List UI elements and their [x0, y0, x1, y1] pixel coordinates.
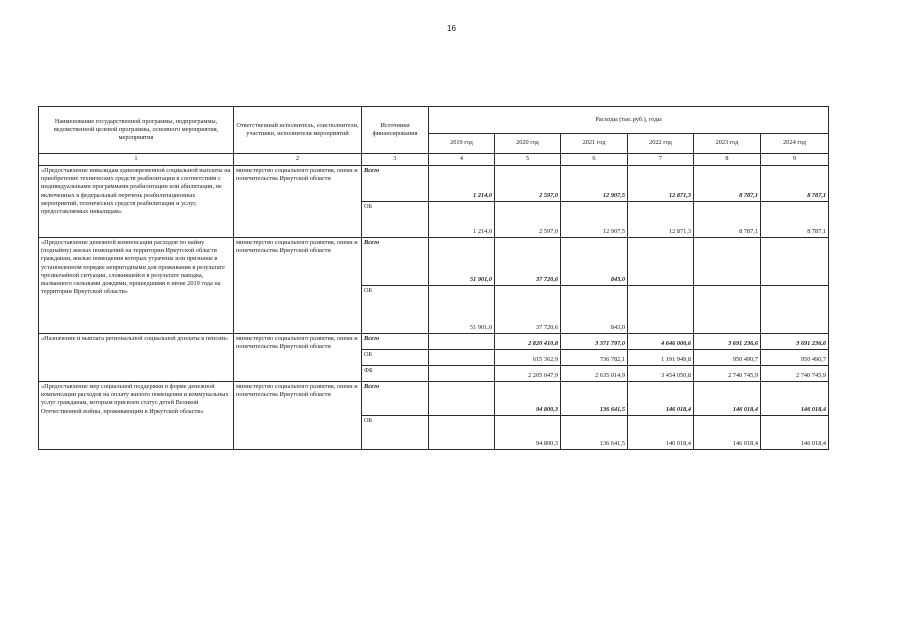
column-number: 4 [429, 154, 495, 166]
value-cell: 1 214,0 [429, 166, 495, 202]
value-cell: 2 597,0 [495, 166, 561, 202]
source-label: Всего [362, 166, 429, 202]
value-cell: 51 901,0 [429, 286, 495, 334]
responsible-executor: министерство социального развития, опеки и попечительства Иркутской области [234, 334, 362, 382]
column-number: 8 [694, 154, 761, 166]
header-responsible: Ответственный исполнитель, соисполнители, участники, исполнители мероприятий [234, 107, 362, 154]
header-year: 2020 год [495, 134, 561, 154]
value-cell [429, 382, 495, 416]
value-cell: 37 720,6 [495, 238, 561, 286]
value-cell: 615 362,9 [495, 350, 561, 366]
value-cell: 1 214,0 [429, 202, 495, 238]
table-row [39, 166, 829, 202]
value-cell: 12 907,5 [561, 166, 628, 202]
column-number: 5 [495, 154, 561, 166]
value-cell [628, 286, 694, 334]
source-label: ОБ [362, 416, 429, 450]
value-cell [429, 366, 495, 382]
value-cell: 8 787,1 [694, 202, 761, 238]
value-cell: 8 787,1 [761, 202, 829, 238]
header-expenses: Расходы (тыс.руб.), годы [429, 107, 829, 134]
activity-name: «Предоставление мер социальной поддержки в форме денежной компенсации расходов на оплату жилого помещения и коммунальных услуг гражданам, которым присвоен статус детей Великой Отечественной войны, проживающим в Иркутской области» [39, 382, 234, 450]
value-cell: 2 597,0 [495, 202, 561, 238]
value-cell: 2 740 745,9 [694, 366, 761, 382]
value-cell: 2 820 410,8 [495, 334, 561, 350]
source-label: ФБ [362, 366, 429, 382]
source-label: ОБ [362, 202, 429, 238]
responsible-executor: министерство социального развития, опеки и попечительства Иркутской области [234, 382, 362, 450]
value-cell: 3 454 050,8 [628, 366, 694, 382]
source-label: ОБ [362, 350, 429, 366]
value-cell: 2 740 745,9 [761, 366, 829, 382]
table-row [39, 382, 829, 416]
value-cell: 12 871,3 [628, 166, 694, 202]
value-cell: 146 018,4 [761, 382, 829, 416]
header-year: 2022 год [628, 134, 694, 154]
value-cell: 146 018,4 [628, 416, 694, 450]
header-name: Наименование государственной программы, подпрограммы, ведомственной целевой программы, основного мероприятия, мероприятия [39, 107, 234, 154]
expenditure-table [38, 106, 829, 450]
value-cell: 12 907,5 [561, 202, 628, 238]
column-number: 1 [39, 154, 234, 166]
value-cell: 51 901,0 [429, 238, 495, 286]
value-cell: 2 635 014,9 [561, 366, 628, 382]
activity-name: «Предоставление денежной компенсации расходов по найму (поднайму) жилых помещений на территории Иркутской области гражданам, жилые помещения которых утрачены или признаны в установленном порядке непригодными для проживания в результате чрезвычайной ситуации, сложившейся в результате паводка, вызванного сильными дождями, прошедшими в июне 2019 года на территории Иркутской области» [39, 238, 234, 334]
value-cell: 146 018,4 [694, 382, 761, 416]
source-label: Всего [362, 382, 429, 416]
value-cell: 146 018,4 [694, 416, 761, 450]
value-cell: 3 691 236,6 [694, 334, 761, 350]
value-cell [761, 286, 829, 334]
activity-name: «Предоставление инвалидам единовременной социальной выплаты на приобретение технических средств реабилитации в соответствии с индивидуальными программами реабилитации или абилитации, не включенных в федеральный перечень реабилитационных мероприятий, технических средств реабилитации и услуг, предоставляемых инвалидам» [39, 166, 234, 238]
value-cell: 8 787,1 [761, 166, 829, 202]
activity-name: «Назначение и выплата региональной социальной доплаты к пенсии» [39, 334, 234, 382]
responsible-executor: министерство социального развития, опеки и попечительства Иркутской области [234, 238, 362, 334]
value-cell: 3 371 797,0 [561, 334, 628, 350]
value-cell: 4 646 000,6 [628, 334, 694, 350]
value-cell: 37 720,6 [495, 286, 561, 334]
column-number: 9 [761, 154, 829, 166]
value-cell [628, 238, 694, 286]
column-number: 6 [561, 154, 628, 166]
table-row [39, 334, 829, 350]
value-cell [429, 416, 495, 450]
column-numbers-row [39, 154, 829, 166]
value-cell: 736 782,1 [561, 350, 628, 366]
header-year: 2021 год [561, 134, 628, 154]
source-label: ОБ [362, 286, 429, 334]
value-cell: 136 641,5 [561, 382, 628, 416]
table-row [39, 238, 829, 286]
page-number: 16 [447, 24, 456, 33]
value-cell: 843,0 [561, 238, 628, 286]
responsible-executor: министерство социального развития, опеки и попечительства Иркутской области [234, 166, 362, 238]
column-number: 7 [628, 154, 694, 166]
value-cell: 146 018,4 [761, 416, 829, 450]
value-cell: 1 191 949,8 [628, 350, 694, 366]
value-cell: 3 691 236,6 [761, 334, 829, 350]
column-number: 2 [234, 154, 362, 166]
value-cell: 843,0 [561, 286, 628, 334]
header-year: 2023 год [694, 134, 761, 154]
header-year: 2019 год [429, 134, 495, 154]
header-sources: Источники финансирования [362, 107, 429, 154]
value-cell: 12 871,3 [628, 202, 694, 238]
column-number: 3 [362, 154, 429, 166]
source-label: Всего [362, 334, 429, 350]
value-cell [761, 238, 829, 286]
value-cell [429, 350, 495, 366]
value-cell [694, 286, 761, 334]
value-cell: 146 018,4 [628, 382, 694, 416]
value-cell: 950 490,7 [694, 350, 761, 366]
value-cell [694, 238, 761, 286]
value-cell: 2 205 047,9 [495, 366, 561, 382]
value-cell [429, 334, 495, 350]
value-cell: 950 490,7 [761, 350, 829, 366]
value-cell: 94 800,3 [495, 416, 561, 450]
value-cell: 94 800,3 [495, 382, 561, 416]
source-label: Всего [362, 238, 429, 286]
value-cell: 136 641,5 [561, 416, 628, 450]
header-year: 2024 год [761, 134, 829, 154]
value-cell: 8 787,1 [694, 166, 761, 202]
